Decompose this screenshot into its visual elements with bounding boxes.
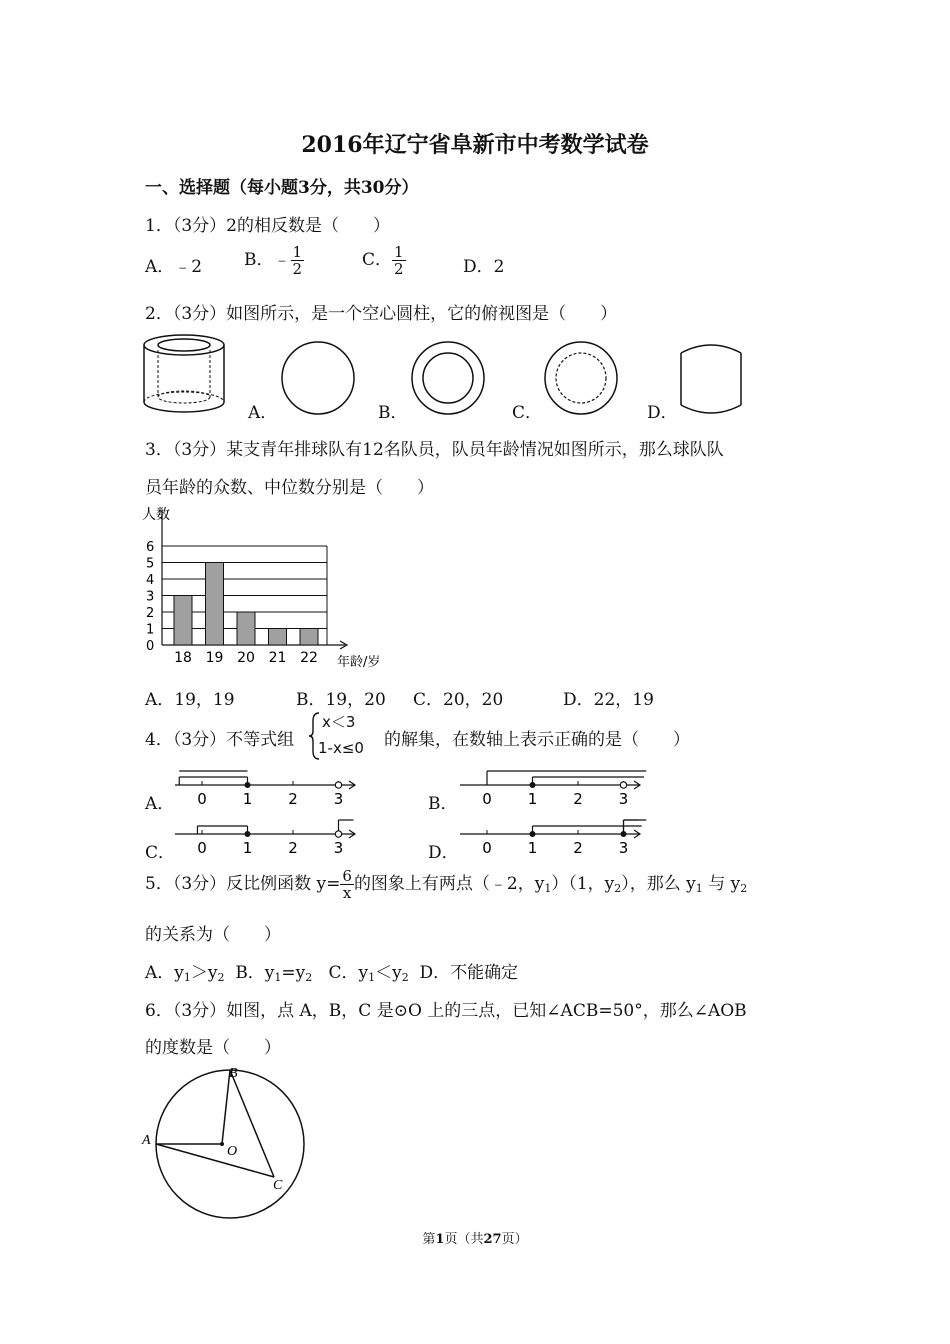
tick-label: 1 bbox=[527, 839, 538, 857]
tick-label: 3 bbox=[618, 839, 629, 857]
option-a-circle-figure bbox=[280, 340, 356, 416]
q4-stem-suffix: 的解集，在数轴上表示正确的是（ ） bbox=[384, 730, 690, 750]
x-tick-label: 20 bbox=[237, 650, 255, 666]
bar-22 bbox=[300, 629, 318, 646]
q5-stem-line2: 的关系为（ ） bbox=[145, 925, 281, 945]
closed-point bbox=[245, 831, 251, 837]
q3-option-c: C．20，20 bbox=[413, 690, 504, 710]
y-tick-label: 0 bbox=[146, 639, 155, 654]
q4-system-line1: x＜3 bbox=[322, 713, 356, 731]
q1-option-a: A．﹣2 bbox=[145, 257, 203, 277]
y-axis-label: 人数 bbox=[142, 507, 170, 523]
number-line-d bbox=[460, 812, 650, 857]
y-tick-label: 2 bbox=[146, 606, 155, 621]
tick-label: 0 bbox=[197, 839, 207, 857]
segment-bc bbox=[230, 1070, 274, 1177]
number-line-b bbox=[460, 763, 650, 808]
number-line-c bbox=[175, 812, 365, 857]
q3-stem-line1: 3．（3分）某支青年排球队有12名队员，队员年龄情况如图所示，那么球队队 bbox=[145, 440, 724, 460]
q5-option-c: C．$y_1<y_2$ bbox=[328, 963, 409, 984]
x-tick-label: 22 bbox=[300, 650, 318, 666]
tick-label: 0 bbox=[197, 790, 207, 808]
circle-angle-figure bbox=[140, 1060, 300, 1210]
segment-ob bbox=[222, 1070, 230, 1144]
tick-label: 1 bbox=[242, 839, 253, 857]
q1-stem: 1．（3分）2的相反数是（ ） bbox=[145, 216, 390, 236]
hollow-cylinder-figure bbox=[140, 330, 240, 415]
q1-option-d: D．2 bbox=[463, 257, 505, 277]
option-b-ring-figure bbox=[410, 340, 486, 416]
y-tick-label: 6 bbox=[146, 540, 155, 555]
option-c-dashed-ring-figure bbox=[543, 340, 619, 416]
q2-stem: 2．（3分）如图所示，是一个空心圆柱，它的俯视图是（ ） bbox=[145, 304, 618, 324]
q6-stem-line2: 的度数是（ ） bbox=[145, 1038, 281, 1058]
x-tick-label: 19 bbox=[205, 650, 224, 666]
tick-label: 0 bbox=[482, 790, 492, 808]
number-line-a bbox=[175, 763, 365, 808]
open-point bbox=[335, 831, 341, 837]
q5-fraction: $\frac{6}{x}$ bbox=[342, 867, 352, 902]
tick-label: 3 bbox=[333, 839, 344, 857]
q3-option-a: A．19，19 bbox=[145, 690, 235, 710]
q4-label-d: D． bbox=[428, 843, 459, 863]
point-o-label: O bbox=[227, 1144, 238, 1159]
point-b-label: B bbox=[229, 1066, 238, 1081]
x-axis-label: 年龄/岁 bbox=[337, 655, 381, 670]
bar-21 bbox=[269, 629, 287, 646]
y-tick-label: 1 bbox=[146, 622, 155, 638]
q1-option-b: B．﹣ $\frac{1}{2}$ bbox=[244, 243, 303, 278]
q3-option-b: B．19，20 bbox=[296, 690, 386, 710]
y-tick-label: 5 bbox=[146, 556, 155, 572]
bar-18 bbox=[174, 596, 192, 646]
segment-ac bbox=[156, 1144, 274, 1177]
q2-label-d: D． bbox=[647, 403, 678, 423]
tick-label: 1 bbox=[242, 790, 253, 808]
q4-stem-prefix: 4．（3分）不等式组 bbox=[145, 730, 295, 750]
open-point bbox=[335, 782, 341, 788]
q3-option-d: D．22，19 bbox=[563, 690, 654, 710]
closed-point bbox=[245, 782, 251, 788]
tick-label: 0 bbox=[482, 839, 492, 857]
tick-label: 3 bbox=[333, 790, 344, 808]
tick-label: 2 bbox=[288, 839, 298, 857]
q4-label-a: A． bbox=[145, 794, 175, 814]
q2-label-b: B． bbox=[378, 403, 408, 423]
q4-label-b: B． bbox=[428, 794, 458, 814]
q5-option-d: D．不能确定 bbox=[419, 963, 519, 983]
x-tick-label: 18 bbox=[174, 650, 192, 666]
open-point bbox=[620, 782, 626, 788]
q4-label-c: C． bbox=[145, 843, 176, 863]
y-tick-label: 4 bbox=[146, 573, 155, 588]
page-title: 2016年辽宁省阜新市中考数学试卷 bbox=[301, 132, 649, 158]
page-footer: 第1页（共27页） bbox=[422, 1232, 528, 1247]
q2-label-a: A． bbox=[248, 403, 278, 423]
q6-stem-line1: 6．（3分）如图，点 A，B，C 是⊙O 上的三点，已知∠ACB=50°，那么∠AOB bbox=[145, 1001, 747, 1021]
tick-label: 1 bbox=[527, 790, 538, 808]
q2-label-c: C． bbox=[512, 403, 543, 423]
q1-b-fraction: $\frac{1}{2}$ bbox=[292, 243, 303, 278]
q3-stem-line2: 员年龄的众数、中位数分别是（ ） bbox=[145, 478, 434, 498]
q5-option-a: A．$y_1>y_2$ bbox=[145, 963, 225, 984]
option-d-barrel-figure bbox=[678, 345, 744, 415]
q4-system-line2: 1-x≤0 bbox=[318, 739, 364, 757]
q5-stem: 5．（3分）反比例函数 y= $\frac{6}{x}$ 的图象上有两点（﹣2，$y_1)(1$，$y_2$），那么 $y_1$ 与 $y_2$ bbox=[145, 867, 748, 902]
tick-label: 3 bbox=[618, 790, 629, 808]
x-tick-label: 21 bbox=[268, 650, 287, 666]
tick-label: 2 bbox=[573, 790, 583, 808]
closed-point bbox=[530, 782, 536, 788]
bar-20 bbox=[237, 612, 255, 645]
q1-option-c: C． $\frac{1}{2}$ bbox=[362, 243, 404, 278]
age-bar-chart bbox=[140, 502, 400, 672]
q1-c-fraction: $\frac{1}{2}$ bbox=[394, 243, 404, 278]
y-tick-label: 3 bbox=[146, 589, 155, 605]
tick-label: 2 bbox=[288, 790, 298, 808]
q5-option-b: B．$y_1=y_2$ bbox=[235, 963, 313, 984]
section-heading: 一、选择题（每小题3分，共30分） bbox=[145, 178, 419, 198]
closed-point bbox=[621, 831, 627, 837]
point-a-label: A bbox=[142, 1133, 151, 1148]
bar-19 bbox=[206, 563, 224, 646]
closed-point bbox=[530, 831, 536, 837]
point-c-label: C bbox=[273, 1178, 283, 1193]
q5-options bbox=[145, 958, 518, 984]
tick-label: 2 bbox=[573, 839, 583, 857]
